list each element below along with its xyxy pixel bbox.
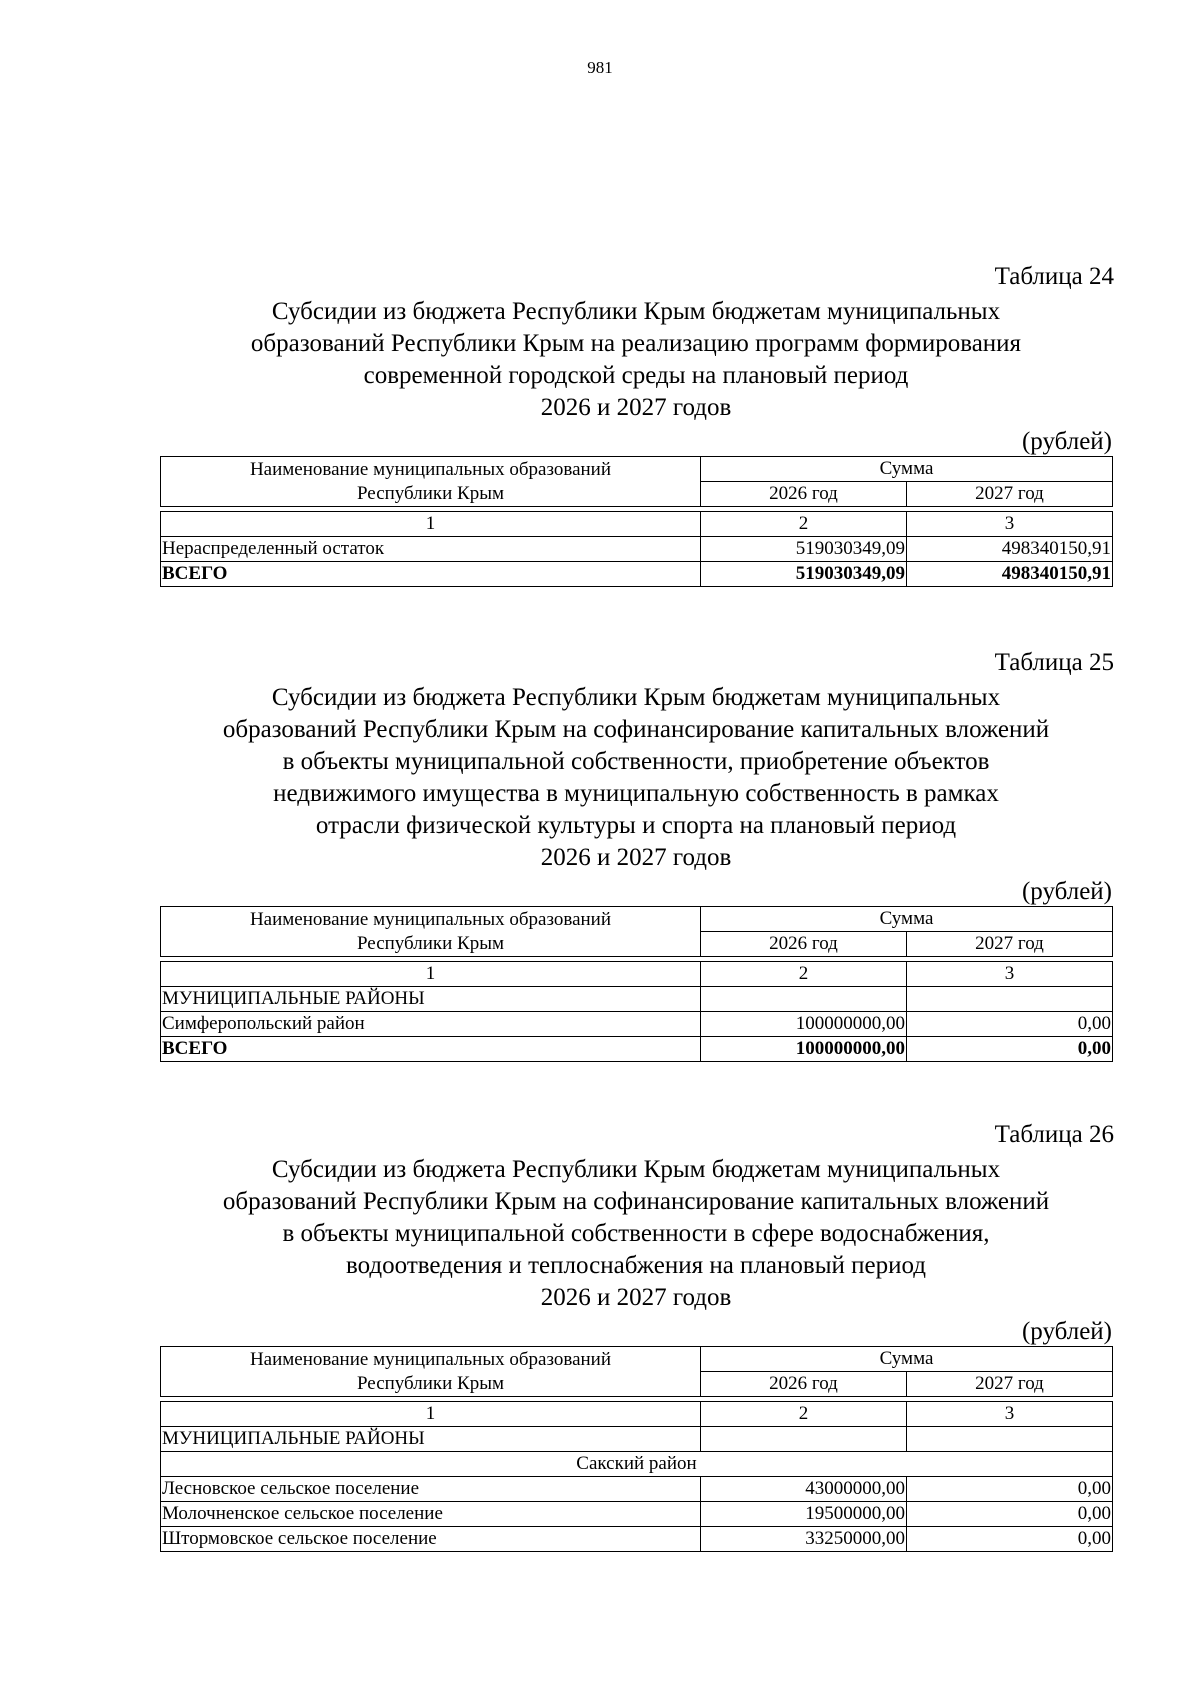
header-name-line: Наименование муниципальных образований	[249, 458, 612, 480]
header-year-cell: 2026 год	[701, 932, 907, 957]
row-value-2027: 0,00	[907, 1502, 1113, 1527]
header-name-cell	[161, 907, 701, 957]
table-row	[161, 1502, 1113, 1527]
table-25-section	[160, 648, 1112, 1062]
title-line: Субсидии из бюджета Республики Крым бюджетам муниципальных	[271, 684, 1001, 711]
header-sum-cell: Сумма	[701, 457, 1113, 482]
total-value-2026: 100000000,00	[701, 1037, 907, 1062]
table-title	[160, 1154, 1112, 1314]
column-number: 1	[161, 1402, 701, 1427]
unit-label: (рублей)	[1021, 1318, 1112, 1345]
header-name-line: Республики Крым	[356, 932, 505, 954]
column-number-row	[161, 962, 1113, 987]
table-24-section	[160, 262, 1112, 587]
row-value-2026: 43000000,00	[701, 1477, 907, 1502]
title-line: современной городской среды на плановый период	[363, 362, 909, 389]
row-value-2026: 100000000,00	[701, 1012, 907, 1037]
table-row	[161, 1012, 1113, 1037]
header-name-cell	[161, 1347, 701, 1397]
column-number: 3	[907, 1402, 1113, 1427]
row-name: Штормовское сельское поселение	[161, 1527, 701, 1552]
title-line: в объекты муниципальной собственности, приобретение объектов	[282, 748, 990, 775]
data-table	[160, 456, 1113, 587]
table-row	[161, 1477, 1113, 1502]
total-label: ВСЕГО	[161, 1037, 701, 1062]
row-value-2027: 0,00	[907, 1477, 1113, 1502]
column-number: 3	[907, 512, 1113, 537]
header-sum-cell: Сумма	[701, 1347, 1113, 1372]
empty-cell	[701, 1427, 907, 1452]
row-value-2026: 19500000,00	[701, 1502, 907, 1527]
group-label: МУНИЦИПАЛЬНЫЕ РАЙОНЫ	[161, 1427, 701, 1452]
unit-label: (рублей)	[1021, 428, 1112, 455]
total-value-2027: 498340150,91	[907, 562, 1113, 587]
page-number: 981	[587, 58, 613, 77]
table-row	[161, 1527, 1113, 1552]
header-row	[161, 907, 1113, 932]
title-line: Субсидии из бюджета Республики Крым бюджетам муниципальных	[271, 298, 1001, 325]
row-value-2027: 498340150,91	[907, 537, 1113, 562]
title-line: недвижимого имущества в муниципальную собственность в рамках	[273, 780, 999, 807]
row-name: Нераспределенный остаток	[161, 537, 701, 562]
table-title	[160, 296, 1112, 424]
row-value-2027: 0,00	[907, 1012, 1113, 1037]
total-row	[161, 1037, 1113, 1062]
header-year-cell: 2027 год	[907, 1372, 1113, 1397]
header-sum-cell: Сумма	[701, 907, 1113, 932]
subgroup-label: Сакский район	[161, 1452, 1113, 1477]
column-number: 2	[701, 962, 907, 987]
row-value-2026: 33250000,00	[701, 1527, 907, 1552]
total-label: ВСЕГО	[161, 562, 701, 587]
title-line: Субсидии из бюджета Республики Крым бюджетам муниципальных	[271, 1156, 1001, 1183]
total-value-2027: 0,00	[907, 1037, 1113, 1062]
header-year-cell: 2027 год	[907, 932, 1113, 957]
header-year-cell: 2026 год	[701, 482, 907, 507]
title-line: 2026 и 2027 годов	[540, 1284, 732, 1311]
title-line: 2026 и 2027 годов	[540, 844, 732, 871]
table-label: Таблица 24	[994, 263, 1114, 290]
row-name: Симферопольский район	[161, 1012, 701, 1037]
title-line: отрасли физической культуры и спорта на плановый период	[315, 812, 957, 839]
table-title	[160, 682, 1112, 874]
header-name-line: Республики Крым	[356, 1372, 505, 1394]
title-line: 2026 и 2027 годов	[540, 394, 732, 421]
title-line: в объекты муниципальной собственности в сфере водоснабжения,	[282, 1220, 990, 1247]
data-table	[160, 1346, 1113, 1552]
title-line: образований Республики Крым на софинансирование капитальных вложений	[222, 1188, 1050, 1215]
group-row	[161, 1427, 1113, 1452]
empty-cell	[907, 1427, 1113, 1452]
row-value-2027: 0,00	[907, 1527, 1113, 1552]
header-name-line: Наименование муниципальных образований	[249, 1348, 612, 1370]
column-number: 3	[907, 962, 1113, 987]
row-name: Молочненское сельское поселение	[161, 1502, 701, 1527]
row-value-2026: 519030349,09	[701, 537, 907, 562]
subgroup-row	[161, 1452, 1113, 1477]
table-label: Таблица 26	[994, 1121, 1114, 1148]
title-line: образований Республики Крым на реализацию программ формирования	[250, 330, 1022, 357]
table-26-section	[160, 1120, 1112, 1552]
header-row	[161, 1347, 1113, 1372]
column-number: 1	[161, 512, 701, 537]
header-row	[161, 457, 1113, 482]
empty-cell	[907, 987, 1113, 1012]
header-name-line: Республики Крым	[356, 482, 505, 504]
header-year-cell: 2026 год	[701, 1372, 907, 1397]
unit-label: (рублей)	[1021, 878, 1112, 905]
data-table	[160, 906, 1113, 1062]
group-row	[161, 987, 1113, 1012]
row-name: Лесновское сельское поселение	[161, 1477, 701, 1502]
table-label: Таблица 25	[994, 649, 1114, 676]
title-line: образований Республики Крым на софинансирование капитальных вложений	[222, 716, 1050, 743]
group-label: МУНИЦИПАЛЬНЫЕ РАЙОНЫ	[161, 987, 701, 1012]
empty-cell	[701, 987, 907, 1012]
header-name-cell	[161, 457, 701, 507]
total-row	[161, 562, 1113, 587]
header-name-line: Наименование муниципальных образований	[249, 908, 612, 930]
header-year-cell: 2027 год	[907, 482, 1113, 507]
title-line: водоотведения и теплоснабжения на плановый период	[346, 1252, 926, 1279]
column-number: 2	[701, 512, 907, 537]
table-row	[161, 537, 1113, 562]
column-number-row	[161, 1402, 1113, 1427]
column-number: 1	[161, 962, 701, 987]
total-value-2026: 519030349,09	[701, 562, 907, 587]
column-number-row	[161, 512, 1113, 537]
column-number: 2	[701, 1402, 907, 1427]
